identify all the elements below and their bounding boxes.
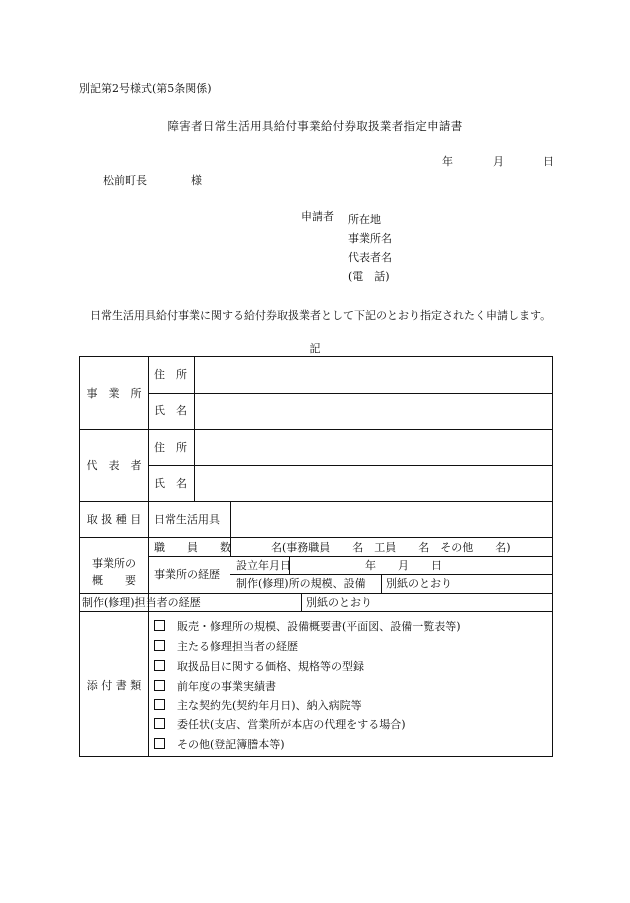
representative-name-label: 氏 名	[154, 477, 187, 490]
manager-history-label: 制作(修理)担当者の経歴	[82, 596, 201, 609]
office-history-label: 事業所の経歴	[154, 568, 220, 581]
category-label: 取 扱 種 目	[86, 513, 142, 526]
intro-paragraph: 日常生活用具給付事業に関する給付券取扱業者として下記のとおり指定されたく申請します。	[90, 309, 552, 322]
applicant-location-label: 所在地	[348, 213, 381, 226]
attachments-label: 添 付 書 類	[86, 679, 142, 692]
applicant-label: 申請者	[301, 210, 334, 223]
checkbox-icon[interactable]	[154, 718, 165, 729]
established-date-value: 年 月 日	[365, 559, 442, 572]
attachment-item[interactable]: 取扱品目に関する価格、規格等の型録	[154, 660, 364, 672]
manager-history-value: 別紙のとおり	[306, 596, 372, 609]
checkbox-icon[interactable]	[154, 620, 165, 631]
checkbox-icon[interactable]	[154, 738, 165, 749]
applicant-office-name-label: 事業所名	[348, 232, 392, 245]
facility-scale-value: 別紙のとおり	[386, 577, 452, 590]
attachment-item[interactable]: その他(登記簿謄本等)	[154, 738, 285, 750]
date-month: 月	[493, 155, 504, 168]
date-day: 日	[543, 155, 554, 168]
staff-count-value: 名(事務職員 名 工員 名 その他 名)	[271, 541, 511, 554]
office-label: 事 業 所	[86, 387, 142, 400]
established-date-label: 設立年月日	[236, 559, 291, 572]
staff-count-label: 職 員 数	[154, 541, 231, 554]
overview-label-line1: 事業所の	[92, 557, 136, 570]
attachment-item[interactable]: 委任状(支店、営業所が本店の代理をする場合)	[154, 718, 406, 730]
representative-address-label: 住 所	[154, 441, 187, 454]
checkbox-icon[interactable]	[154, 680, 165, 691]
office-address-label: 住 所	[154, 368, 187, 381]
office-name-label: 氏 名	[154, 404, 187, 417]
overview-label-line2: 概 要	[92, 574, 136, 587]
ki-heading: 記	[309, 342, 321, 355]
facility-scale-label: 制作(修理)所の規模、設備	[236, 577, 366, 590]
attachment-item[interactable]: 前年度の事業実績書	[154, 680, 276, 692]
representative-label: 代 表 者	[86, 459, 142, 472]
attachment-item[interactable]: 主な契約先(契約年月日)、納入病院等	[154, 699, 362, 711]
date-year: 年	[442, 155, 453, 168]
addressee: 松前町長 様	[103, 174, 202, 187]
applicant-representative-label: 代表者名	[348, 251, 392, 264]
form-number-label: 別記第2号様式(第5条関係)	[79, 82, 212, 95]
checkbox-icon[interactable]	[154, 699, 165, 710]
applicant-phone-label: (電 話)	[348, 270, 390, 283]
attachment-item[interactable]: 主たる修理担当者の経歴	[154, 640, 298, 652]
document-title: 障害者日常生活用具給付事業給付券取扱業者指定申請書	[167, 119, 463, 133]
attachment-item[interactable]: 販売・修理所の規模、設備概要書(平面図、設備一覧表等)	[154, 620, 461, 632]
category-value: 日常生活用具	[154, 513, 220, 526]
checkbox-icon[interactable]	[154, 660, 165, 671]
checkbox-icon[interactable]	[154, 640, 165, 651]
